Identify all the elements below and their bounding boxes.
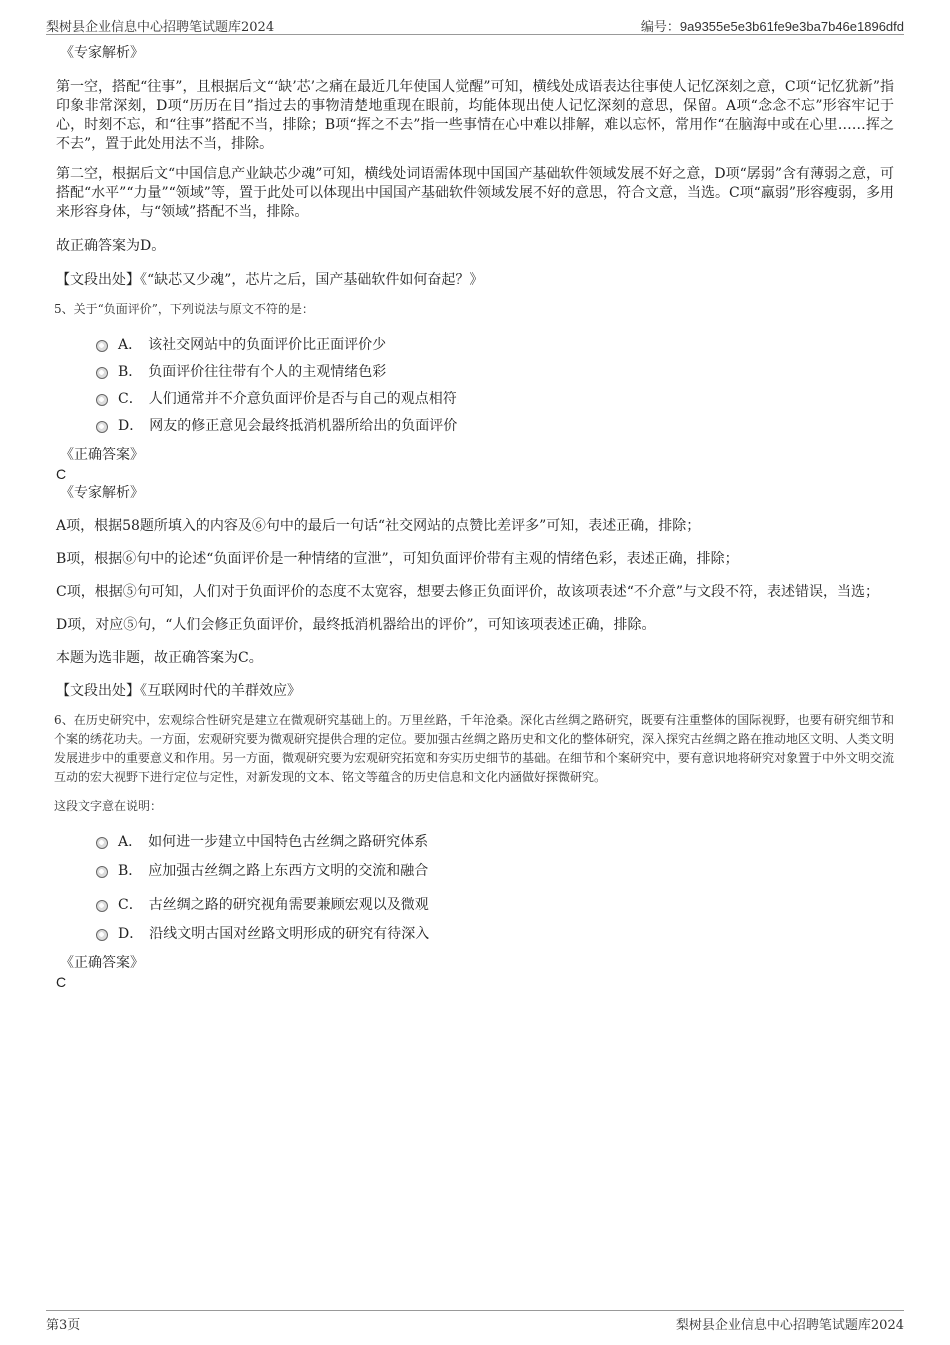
radio-icon[interactable] [96, 394, 108, 406]
radio-icon[interactable] [96, 421, 108, 433]
radio-icon[interactable] [96, 866, 108, 878]
header-id-code: 9a9355e5e3b61fe9e3ba7b46e1896dfd [679, 19, 904, 34]
header-title: 梨树县企业信息中心招聘笔试题库2024 [46, 20, 275, 35]
q5-option-d[interactable]: D． 网友的修正意见会最终抵消机器所给出的负面评价 [96, 416, 894, 436]
q4-analysis-title: 《专家解析》 [60, 45, 144, 61]
q6-options [96, 832, 894, 944]
q5-options [96, 335, 894, 436]
q5-source: 【文段出处】《互联网时代的羊群效应》 [56, 683, 301, 699]
q5-analysis-b: B项，根据⑥句中的论述“负面评价是一种情绪的宣泄”，可知负面评价带有主观的情绪色彩，表述正确，排除； [56, 551, 739, 567]
page-number: 第3页 [46, 1318, 81, 1333]
q5-analysis-c: C项，根据⑤句可知，人们对于负面评价的态度不太宽容，想要去修正负面评价，故该项表述“不介意”与文段不符，表述错误，当选； [56, 584, 880, 600]
q6-answer-title: 《正确答案》 [60, 955, 144, 971]
page-footer [46, 1310, 904, 1333]
radio-icon[interactable] [96, 929, 108, 941]
q6-stem: 6、在历史研究中，宏观综合性研究是建立在微观研究基础上的。万里丝路，千年沧桑。深化古丝绸之路研究，既要有注重整体的国际视野，也要有研究细节和个案的绣花功夫。一方面，宏观研究要为微观研究提供合理的定位。要加强古丝绸之路历史和文化的整体研究，深入探究古丝绸之路在推动地区文明、人类文明发展进步中的重要意义和作用。另一方面，微观研究要为宏观研究拓宽和夯实历史细节的基础。在细节和个案研究中，要有意识地将研究对象置于中外文明交流互动的宏大视野下进行定位与定性，对新发现的文本、铭文等蕴含的历史信息和文化内涵做好探微研究。 [54, 713, 895, 784]
q6-option-a[interactable]: A． 如何进一步建立中国特色古丝绸之路研究体系 [96, 832, 894, 852]
q5-option-a[interactable]: A． 该社交网站中的负面评价比正面评价少 [96, 335, 894, 355]
q5-analysis-title: 《专家解析》 [60, 485, 144, 501]
q5-option-c[interactable]: C． 人们通常并不介意负面评价是否与自己的观点相符 [96, 389, 894, 409]
q6-option-b[interactable]: B． 应加强古丝绸之路上东西方文明的交流和融合 [96, 861, 894, 881]
q5-analysis-d: D项，对应⑤句，“人们会修正负面评价，最终抵消机器给出的评价”，可知该项表述正确，排除。 [56, 617, 656, 633]
radio-icon[interactable] [96, 900, 108, 912]
q5-answer-title: 《正确答案》 [60, 447, 144, 463]
radio-icon[interactable] [96, 340, 108, 352]
header-id [641, 16, 904, 35]
radio-icon[interactable] [96, 367, 108, 379]
q6-option-c[interactable]: C． 古丝绸之路的研究视角需要兼顾宏观以及微观 [96, 895, 894, 915]
q5-option-b[interactable]: B． 负面评价往往带有个人的主观情绪色彩 [96, 362, 894, 382]
page-header [46, 14, 904, 35]
q5-stem: 5、关于“负面评价”，下列说法与原文不符的是： [54, 302, 314, 316]
q4-conclusion: 故正确答案为D。 [56, 238, 166, 254]
footer-title: 梨树县企业信息中心招聘笔试题库2024 [675, 1318, 904, 1333]
q4-analysis-para2: 第二空，根据后文“中国信息产业缺芯少魂”可知，横线处词语需体现中国国产基础软件领域发展不好之意，D项“孱弱”含有薄弱之意，可搭配“水平”“力量”“领域”等，置于此处可以体现出中国国产基础软件领域发展不好的意思，符合文意，当选。C项“羸弱”形容瘦弱，多用来形容身体，与“领域”搭配不当，排除。 [56, 166, 894, 220]
q4-analysis-para1: 第一空，搭配“往事”，且根据后文“‘缺’芯’之痛在最近几年使国人觉醒”可知，横线处成语表达往事使人记忆深刻之意，C项“记忆犹新”指印象非常深刻，D项“历历在目”指过去的事物清楚地重现在眼前，均能体现出使人记忆深刻的意思，保留。A项“念念不忘”形容牢记于心，时刻不忘，和“往事”搭配不当，排除；B项“挥之不去”指一些事情在心中难以排解，难以忘怀，常用作“在脑海中或在心里……挥之不去”，置于此处用法不当，排除。 [56, 79, 894, 152]
header-id-label: 编号： [640, 19, 680, 34]
q5-analysis-a: A项，根据58题所填入的内容及⑥句中的最后一句话“社交网站的点赞比差评多”可知，表述正确，排除； [56, 518, 701, 534]
q5-conclusion: 本题为选非题，故正确答案为C。 [56, 650, 263, 666]
q6-answer: C [56, 974, 67, 990]
page-content [56, 44, 894, 992]
q4-source: 【文段出处】《“缺芯又少魂”，芯片之后，国产基础软件如何奋起？》 [56, 272, 484, 288]
q6-option-d[interactable]: D． 沿线文明古国对丝路文明形成的研究有待深入 [96, 924, 894, 944]
q5-answer: C [56, 466, 67, 482]
q6-question: 这段文字意在说明： [54, 799, 163, 813]
radio-icon[interactable] [96, 837, 108, 849]
